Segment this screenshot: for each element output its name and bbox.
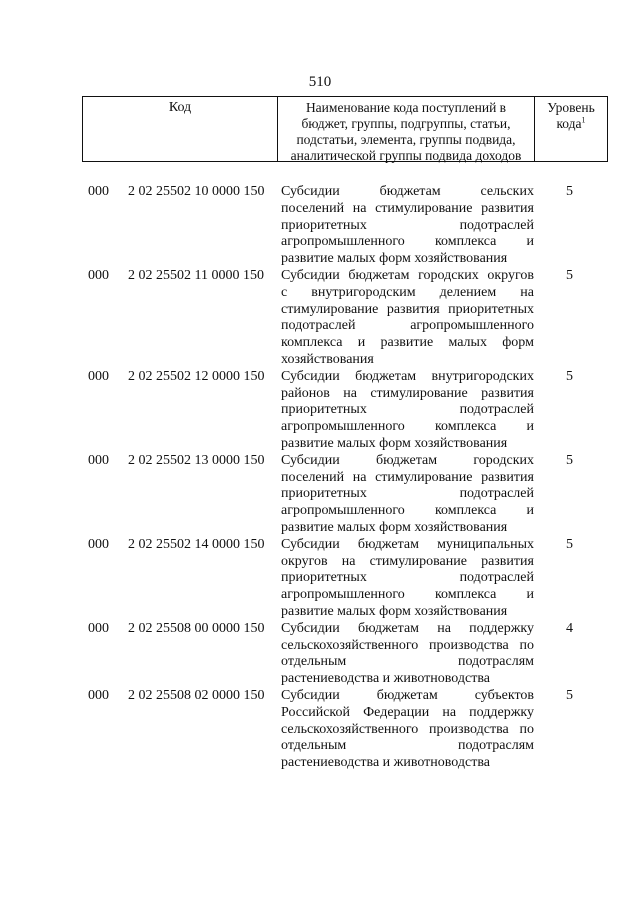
row-name-line: Субсидии бюджетам субъектов (281, 687, 534, 703)
row-name (281, 688, 534, 772)
header-level-line (535, 116, 607, 132)
row-name-line: развитие малых форм хозяйствования (281, 519, 508, 535)
row-name-line: сельскохозяйственного производства по (281, 637, 534, 653)
row-name-line: развитие малых форм хозяйствования (281, 603, 508, 619)
table-body (0, 184, 640, 772)
page-number: 510 (308, 74, 332, 90)
row-code: 2 02 25502 12 0000 150 (128, 368, 265, 384)
row-name-line: комплекса и развитие малых форм (281, 335, 534, 351)
row-code-prefix: 000 (88, 536, 109, 552)
row-code: 2 02 25502 14 0000 150 (128, 536, 265, 552)
row-code-prefix: 000 (88, 267, 109, 283)
row-code-prefix: 000 (88, 452, 109, 468)
header-name-line: бюджет, группы, подгруппы, статьи, (301, 116, 511, 131)
table-row (0, 369, 640, 453)
row-name-line: развитие малых форм хозяйствования (281, 435, 508, 451)
row-name-line: поселений на стимулирование развития (281, 469, 534, 485)
row-name-line: Субсидии бюджетам муниципальных (281, 536, 534, 552)
table-row (0, 184, 640, 268)
row-name (281, 621, 534, 688)
row-name-line: приоритетных подотраслей (281, 570, 534, 586)
row-name-line: Субсидии бюджетам городских округов (281, 267, 534, 283)
header-name-line: Наименование кода поступлений в (305, 100, 507, 115)
header-level-footnote: 1 (581, 115, 586, 125)
row-level: 5 (566, 687, 573, 703)
row-name-line: Субсидии бюджетам внутригородских (281, 368, 534, 384)
header-level-line: Уровень (547, 100, 595, 115)
row-name-line: поселений на стимулирование развития (281, 200, 534, 216)
row-code: 2 02 25508 00 0000 150 (128, 620, 265, 636)
row-name-line: приоритетных подотраслей (281, 217, 534, 233)
header-name-line: подстатьи, элемента, группы подвида, (296, 132, 516, 147)
row-name-line: отдельным подотраслям (281, 738, 534, 754)
row-name-line: приоритетных подотраслей (281, 486, 534, 502)
row-name-line: районов на стимулирование развития (281, 385, 534, 401)
row-code: 2 02 25508 02 0000 150 (128, 687, 265, 703)
header-code-cell (83, 97, 278, 161)
table-row (0, 537, 640, 621)
row-name (281, 537, 534, 621)
row-name-line: растениеводства и животноводства (281, 671, 490, 687)
row-name-line: развитие малых форм хозяйствования (281, 251, 508, 267)
row-code-prefix: 000 (88, 687, 109, 703)
row-code-prefix: 000 (88, 184, 109, 199)
row-level: 5 (566, 267, 573, 283)
table-header (82, 96, 608, 162)
row-name-line: приоритетных подотраслей (281, 402, 534, 418)
row-level: 5 (566, 184, 573, 199)
row-name (281, 184, 534, 268)
row-code: 2 02 25502 10 0000 150 (128, 184, 265, 199)
header-code-label: Код (168, 100, 192, 115)
row-name-line: отдельным подотраслям (281, 654, 534, 670)
row-name-line: с внутригородским делением на (281, 284, 534, 300)
row-name-line: подотраслей агропромышленного (281, 318, 534, 334)
table-row (0, 453, 640, 537)
row-name-line: агропромышленного комплекса и (281, 234, 534, 250)
table-row (0, 621, 640, 688)
row-level: 4 (566, 620, 573, 636)
row-name-line: Российской Федерации на поддержку (281, 704, 534, 720)
row-code: 2 02 25502 11 0000 150 (128, 267, 264, 283)
row-name-line: хозяйствования (281, 351, 374, 367)
header-level-word: кода (556, 116, 582, 131)
row-name-line: Субсидии бюджетам на поддержку (281, 620, 534, 636)
row-code-prefix: 000 (88, 368, 109, 384)
row-name-line: агропромышленного комплекса и (281, 503, 534, 519)
row-name-line: стимулирование развития приоритетных (281, 301, 534, 317)
header-level-cell (535, 97, 607, 161)
row-level: 5 (566, 452, 573, 468)
table-row (0, 688, 640, 772)
row-name-line: растениеводства и животноводства (281, 755, 490, 771)
row-name (281, 369, 534, 453)
row-name-line: агропромышленного комплекса и (281, 587, 534, 603)
header-name-line: аналитической группы подвида доходов (290, 148, 522, 163)
header-name-cell (278, 97, 535, 161)
row-name (281, 268, 534, 369)
row-name-line: Субсидии бюджетам городских (281, 452, 534, 468)
table-row (0, 268, 640, 369)
row-name-line: округов на стимулирование развития (281, 553, 534, 569)
row-name-line: Субсидии бюджетам сельских (281, 184, 534, 199)
row-name (281, 453, 534, 537)
row-level: 5 (566, 536, 573, 552)
row-level: 5 (566, 368, 573, 384)
row-code: 2 02 25502 13 0000 150 (128, 452, 265, 468)
row-name-line: агропромышленного комплекса и (281, 419, 534, 435)
row-code-prefix: 000 (88, 620, 109, 636)
row-name-line: сельскохозяйственного производства по (281, 721, 534, 737)
